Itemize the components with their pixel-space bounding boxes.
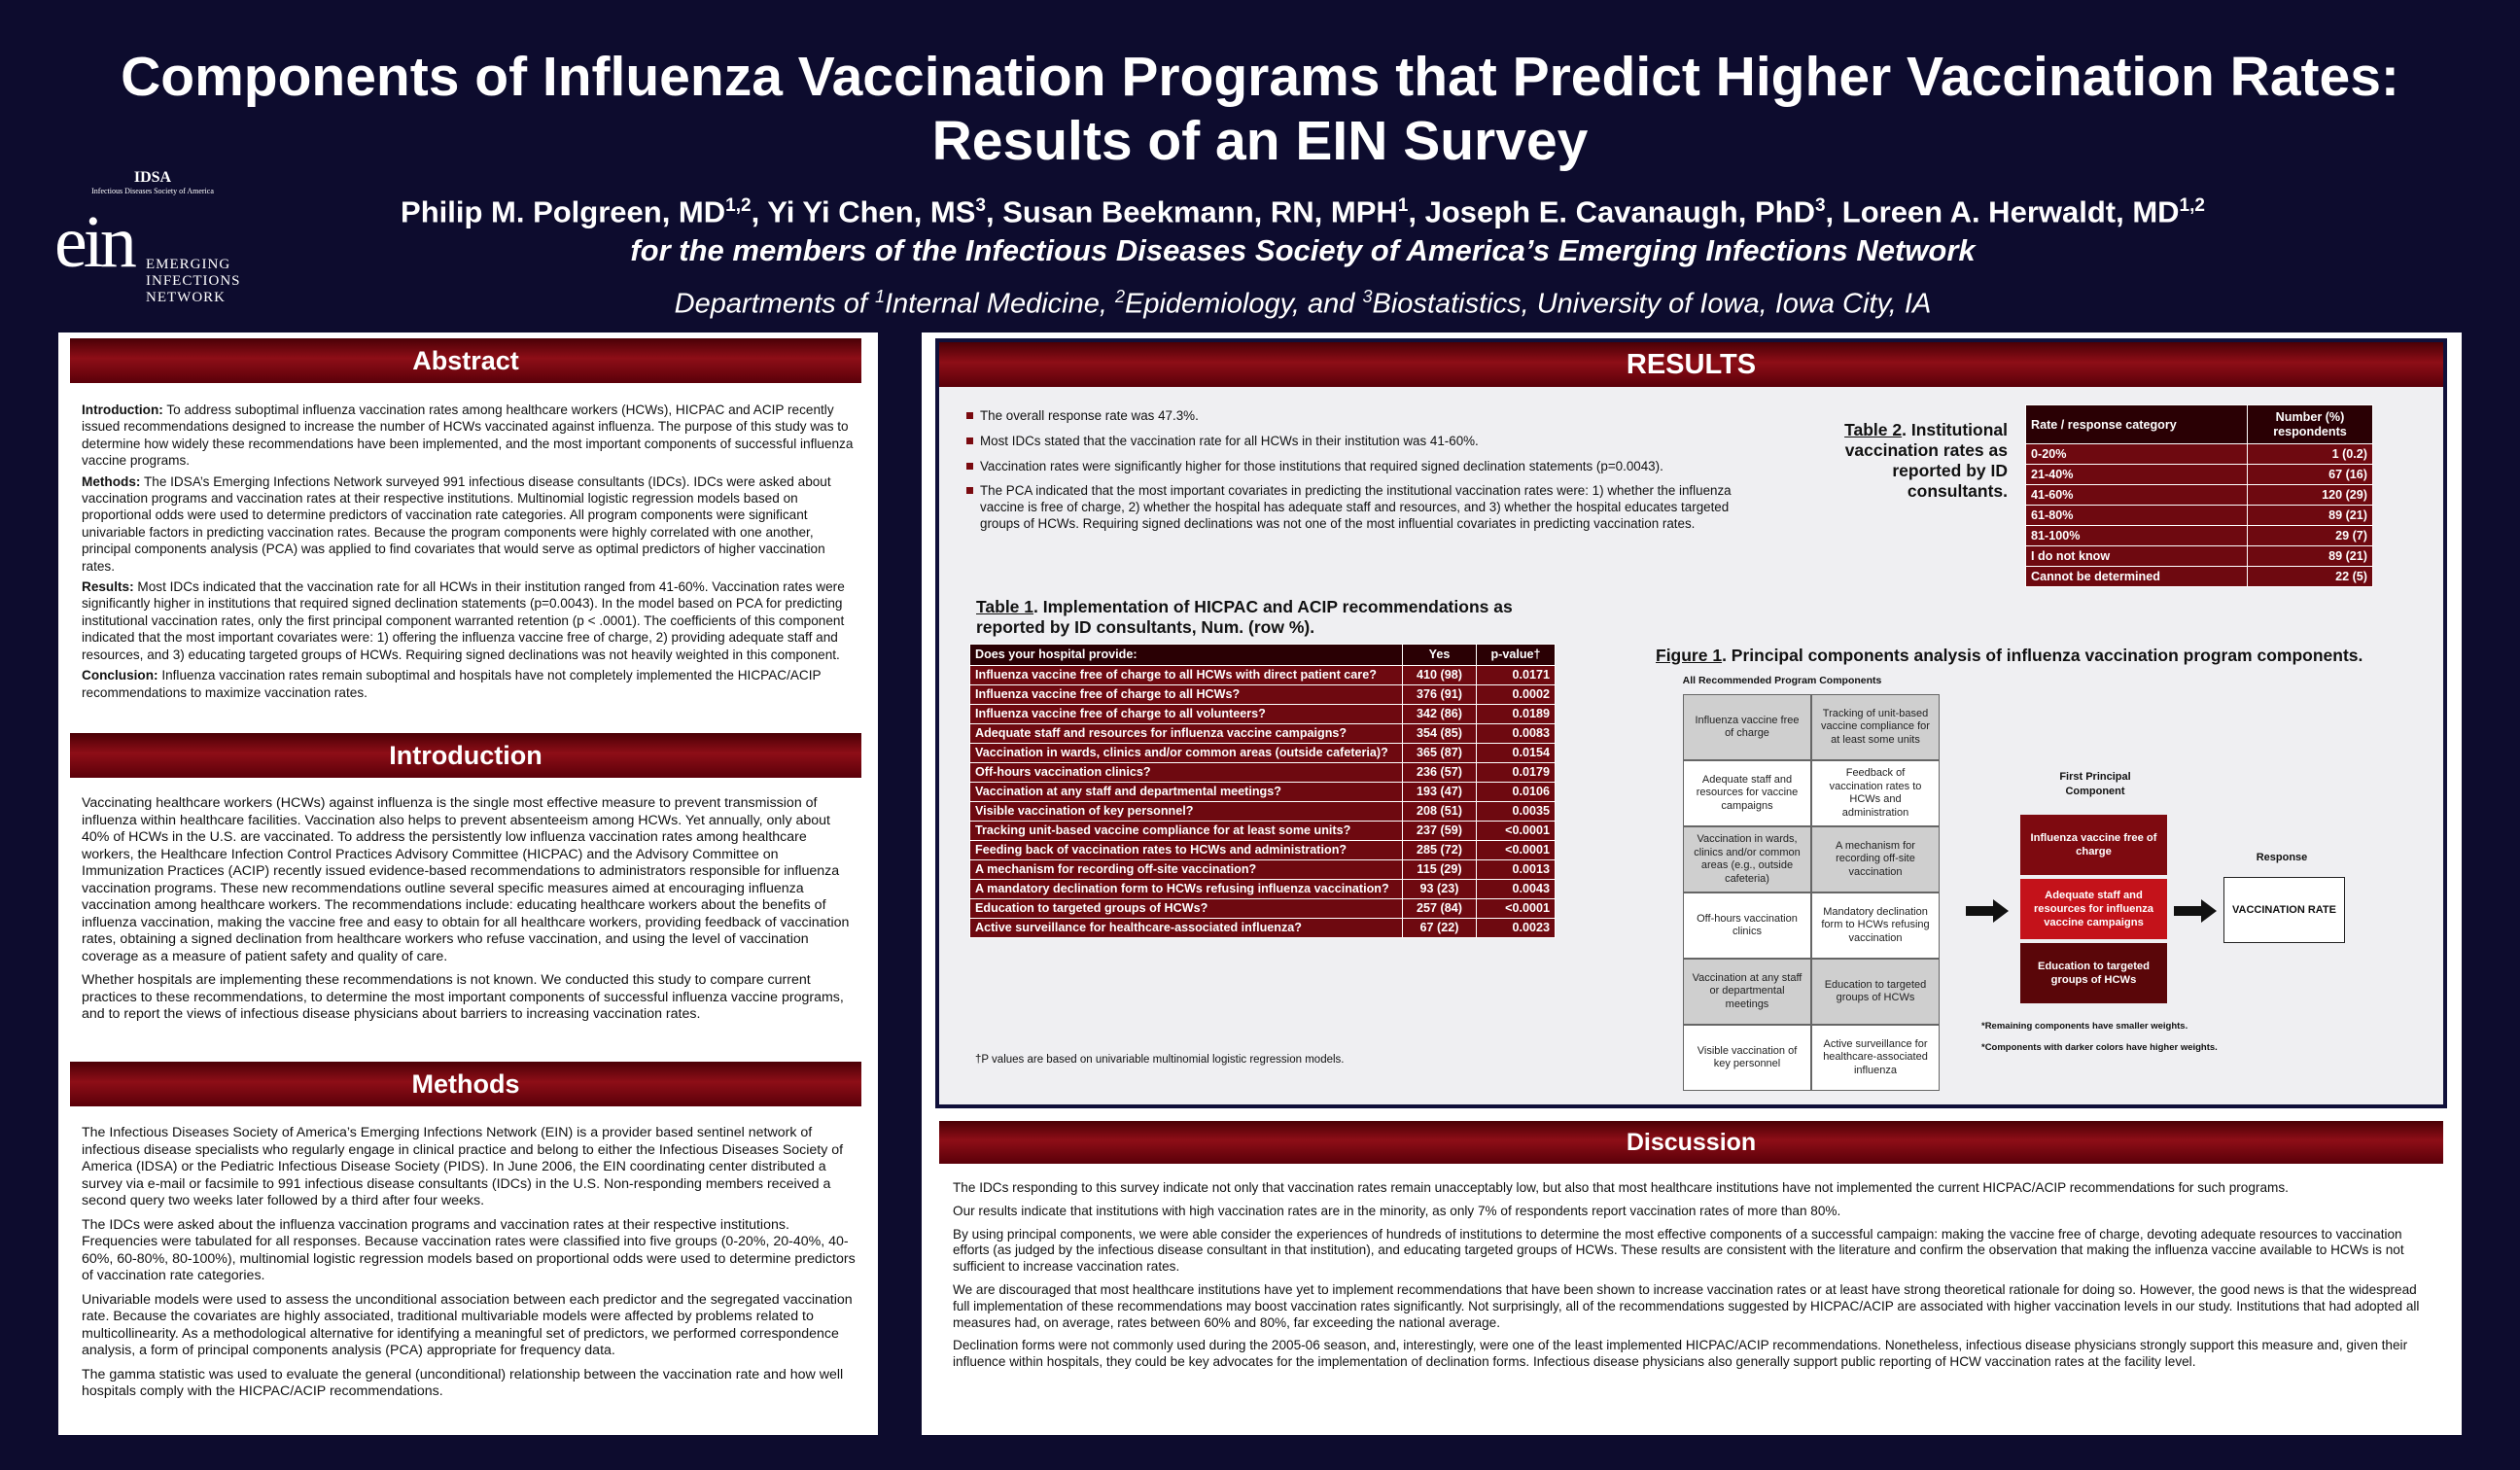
table1-cell: Feeding back of vaccination rates to HCWs and administration? bbox=[970, 841, 1403, 860]
table1-cell: 67 (22) bbox=[1403, 919, 1477, 938]
table1-row bbox=[970, 919, 1556, 938]
table1-row bbox=[970, 841, 1556, 860]
table1-cell: 0.0083 bbox=[1477, 724, 1556, 744]
table1-cell: 0.0189 bbox=[1477, 705, 1556, 724]
figure1-component-cell: Education to targeted groups of HCWs bbox=[1811, 959, 1940, 1025]
table1-header: Yes bbox=[1403, 645, 1477, 666]
table2-caption: Table 2. Institutional vaccination rates as reported by ID consultants. bbox=[1844, 420, 2008, 501]
table2-header: Rate / response category bbox=[2026, 405, 2248, 444]
table2-cell: 81-100% bbox=[2026, 526, 2248, 546]
figure1-component-cell: Influenza vaccine free of charge bbox=[1683, 694, 1811, 760]
results-bullet: Vaccination rates were significantly higher for those institutions that required signed declination statements (p=0.0043). bbox=[966, 459, 1764, 475]
table1-cell: Vaccination at any staff and departmental meetings? bbox=[970, 783, 1403, 802]
poster-title bbox=[0, 45, 2520, 173]
table1-cell: 0.0154 bbox=[1477, 744, 1556, 763]
table1-cell: Influenza vaccine free of charge to all HCWs with direct patient care? bbox=[970, 666, 1403, 685]
table1-cell: 115 (29) bbox=[1403, 860, 1477, 880]
table1-row bbox=[970, 860, 1556, 880]
figure1-component-cell: Off-hours vaccination clinics bbox=[1683, 892, 1811, 959]
idsa-ein-logo bbox=[51, 165, 245, 316]
table2-row bbox=[2026, 567, 2373, 587]
figure1-component-cell: Feedback of vaccination rates to HCWs and administration bbox=[1811, 760, 1940, 826]
table1-cell: 285 (72) bbox=[1403, 841, 1477, 860]
table1-row bbox=[970, 880, 1556, 899]
figure1-component-cell: Adequate staff and resources for vaccine campaigns bbox=[1683, 760, 1811, 826]
table1-header: p-value† bbox=[1477, 645, 1556, 666]
table1 bbox=[969, 644, 1556, 938]
table1-row bbox=[970, 822, 1556, 841]
table1-cell: 237 (59) bbox=[1403, 822, 1477, 841]
table2-row bbox=[2026, 546, 2373, 567]
table2-row bbox=[2026, 526, 2373, 546]
table2-cell: 22 (5) bbox=[2248, 567, 2373, 587]
departments-line: Departments of $^1$Internal Medicine, $^2$Epidemiology, and $^3$Biostatistics, University of Iowa, Iowa City, IA bbox=[674, 287, 1932, 320]
table2-cell: 89 (21) bbox=[2248, 546, 2373, 567]
first-principal-component-heading: First Principal Component bbox=[2059, 771, 2131, 797]
table1-cell: Influenza vaccine free of charge to all HCWs? bbox=[970, 685, 1403, 705]
methods-body: The Infectious Diseases Society of America’s Emerging Infections Network (EIN) is a provider based sentinel network of infectious disease specialists who regularly engage in clinical practice and belong to either the Infectious Diseases Society of America (IDSA) or the Pediatric Infectious Disease Society (PIDS). In June 2006, the EIN coordinating center distributed a survey via e-mail or facsimile to 991 infectious disease consultants (IDCs) in the U.S. Non-responding members received a second query two weeks later followed by a third after four weeks. The IDCs were asked about the influenza vaccination programs and vaccination rates at their respective institutions. Frequencies were tabulated for all responses. Because vaccination rates were classified into five groups (0-20%, 20-40%, 40-60%, 60-80%, 80-100%), multinomial logistic regression models based on proportional odds were used to determine predictors of vaccination rate categories. Univariable models were used to assess the unconditional association between each predictor and the segregated vaccination rate. Because the covariates are highly associated, traditional multivariable models were affected by problems related to multicollinearity. As a methodological alternative for identifying a meaningful set of predictors, we performed correspondence analysis, a form of principal components analysis (PCA) appropriate for frequency data. The gamma statistic was used to evaluate the general (unconditional) relationship between the vaccination rate and how well hospitals comply with the HICPAC/ACIP recommendations. bbox=[82, 1125, 856, 1399]
table1-cell: 208 (51) bbox=[1403, 802, 1477, 822]
table2-row bbox=[2026, 485, 2373, 506]
table2-cell: 29 (7) bbox=[2248, 526, 2373, 546]
introduction-body: Vaccinating healthcare workers (HCWs) against influenza is the single most effective measure to prevent transmission of influenza within healthcare facilities. Vaccination also helps to prevent absenteeism among HCWs. Yet annually, only about 40% of HCWs in the U.S. are vaccinated. To address the persistently low influenza vaccination rates among healthcare workers, the Healthcare Infection Control Practices Advisory Committee (HICPAC) and the Advisory Committee on Immunization Practices (ACIP) recently issued evidence-based recommendations to administrators responsible for influenza vaccination programs. These new recommendations outline several specific measures aimed at encouraging influenza vaccination among healthcare workers. The recommendations include: educating healthcare workers about the benefits of influenza vaccination, making the vaccine free and easy to obtain for all healthcare workers, providing feedback of vaccination rates, obtaining a signed declination from healthcare workers who refuse vaccination, and using the level of vaccination coverage as a measure of patient safety and quality of care. Whether hospitals are implementing these recommendations is not known. We conducted this study to compare current practices to these recommendations, to determine the most important components of successful influenza vaccine programs, and to report the views of infectious disease physicians about barriers to increasing vaccination rates. bbox=[82, 795, 850, 1022]
table2-header-row bbox=[2026, 405, 2373, 444]
table1-caption: Table 1. Implementation of HICPAC and ACIP recommendations as reported by ID consultants, Num. (row %). bbox=[976, 597, 1513, 637]
table1-cell: <0.0001 bbox=[1477, 899, 1556, 919]
ein-logo-mark: ein bbox=[54, 201, 133, 283]
results-bullet: The overall response rate was 47.3%. bbox=[966, 408, 1764, 425]
table1-cell: 193 (47) bbox=[1403, 783, 1477, 802]
abstract-body bbox=[82, 402, 859, 705]
introduction-heading: Introduction bbox=[70, 733, 861, 778]
ein-logo-text: EMERGING INFECTIONS NETWORK bbox=[146, 257, 241, 305]
figure1-component-cell: Mandatory declination form to HCWs refusing vaccination bbox=[1811, 892, 1940, 959]
title-line-2: Results of an EIN Survey bbox=[931, 110, 1589, 172]
table1-cell: 93 (23) bbox=[1403, 880, 1477, 899]
right-arrow-icon bbox=[1966, 899, 2009, 923]
members-line: for the members of the Infectious Diseases Society of America’s Emerging Infections Network bbox=[630, 233, 1976, 267]
table1-cell: 0.0023 bbox=[1477, 919, 1556, 938]
figure1-all-components-heading: All Recommended Program Components bbox=[1682, 675, 1882, 686]
table1-cell: 0.0002 bbox=[1477, 685, 1556, 705]
table1-cell: Influenza vaccine free of charge to all volunteers? bbox=[970, 705, 1403, 724]
table2-cell: 89 (21) bbox=[2248, 506, 2373, 526]
table1-cell: Active surveillance for healthcare-associated influenza? bbox=[970, 919, 1403, 938]
results-heading: RESULTS bbox=[939, 342, 2443, 387]
right-arrow-icon bbox=[2174, 899, 2217, 923]
table2-cell: 120 (29) bbox=[2248, 485, 2373, 506]
figure1-component-cell: A mechanism for recording off-site vaccination bbox=[1811, 826, 1940, 892]
table1-cell: 410 (98) bbox=[1403, 666, 1477, 685]
figure1-component-cell: Vaccination in wards, clinics and/or common areas (e.g., outside cafeteria) bbox=[1683, 826, 1811, 892]
title-line-1: Components of Influenza Vaccination Programs that Predict Higher Vaccination Rates: bbox=[121, 46, 2399, 108]
table1-cell: 376 (91) bbox=[1403, 685, 1477, 705]
table2-cell: 0-20% bbox=[2026, 444, 2248, 465]
table1-cell: 354 (85) bbox=[1403, 724, 1477, 744]
table1-cell: 342 (86) bbox=[1403, 705, 1477, 724]
table1-cell: Education to targeted groups of HCWs? bbox=[970, 899, 1403, 919]
abstract-heading: Abstract bbox=[70, 338, 861, 383]
table1-cell: 0.0171 bbox=[1477, 666, 1556, 685]
table1-cell: 0.0013 bbox=[1477, 860, 1556, 880]
table2-row bbox=[2026, 465, 2373, 485]
table1-cell: A mechanism for recording off-site vaccination? bbox=[970, 860, 1403, 880]
figure1-note: *Components with darker colors have higher weights. bbox=[1981, 1042, 2218, 1053]
table1-row bbox=[970, 899, 1556, 919]
table2-cell: 21-40% bbox=[2026, 465, 2248, 485]
results-bullet: Most IDCs stated that the vaccination rate for all HCWs in their institution was 41-60%. bbox=[966, 434, 1764, 450]
table2-row bbox=[2026, 444, 2373, 465]
table1-cell: 236 (57) bbox=[1403, 763, 1477, 783]
idsa-logo-text: IDSA Infectious Diseases Society of America bbox=[91, 169, 214, 195]
table1-cell: 0.0043 bbox=[1477, 880, 1556, 899]
table1-cell: 0.0179 bbox=[1477, 763, 1556, 783]
figure1-component-cell: Vaccination at any staff or departmental meetings bbox=[1683, 959, 1811, 1025]
response-heading: Response bbox=[2256, 852, 2308, 863]
table2-row bbox=[2026, 506, 2373, 526]
results-bullet: The PCA indicated that the most important covariates in predicting the institutional vaccination rates were: 1) whether the influenza vaccine is free of charge, 2) whether the hospital has adequate staff and resources, and 3) whether the hospital educates targeted groups of HCWs. Requiring signed declinations was not one of the most influential covariates in predicting vaccination rates. bbox=[966, 483, 1764, 532]
figure1-note: *Remaining components have smaller weights. bbox=[1981, 1021, 2188, 1032]
abstract-results: Results: Most IDCs indicated that the vaccination rate for all HCWs in their institution ranged from 41-60%. Vaccination rates were significantly higher in institutions that required signed declination statements (p=0.0043). In the model based on PCA for predicting institutional vaccination rates, only the first principal component warranted retention (p < .0001). The coefficients of this component indicated that the most important covariates were: 1) offering the influenza vaccine free of charge, 2) providing adequate staff and resources, and 3) educating targeted groups of HCWs. Requiring signed declinations was not heavily weighted in this component. bbox=[82, 579, 845, 662]
figure1-component-cell: Active surveillance for healthcare-associated influenza bbox=[1811, 1025, 1940, 1091]
pc-box-education: Education to targeted groups of HCWs bbox=[2020, 943, 2167, 1003]
table1-row bbox=[970, 705, 1556, 724]
table2-cell: 41-60% bbox=[2026, 485, 2248, 506]
pc-box-free-vaccine: Influenza vaccine free of charge bbox=[2020, 815, 2167, 875]
table1-row bbox=[970, 763, 1556, 783]
table1-row bbox=[970, 744, 1556, 763]
table2-cell: I do not know bbox=[2026, 546, 2248, 567]
vaccination-rate-box: VACCINATION RATE bbox=[2223, 877, 2345, 943]
table2-cell: Cannot be determined bbox=[2026, 567, 2248, 587]
table1-cell: Off-hours vaccination clinics? bbox=[970, 763, 1403, 783]
pc-box-staff-resources: Adequate staff and resources for influenza vaccine campaigns bbox=[2020, 879, 2167, 939]
table1-cell: Visible vaccination of key personnel? bbox=[970, 802, 1403, 822]
results-bullets bbox=[966, 408, 1764, 542]
abstract-methods: Methods: The IDSA’s Emerging Infections Network surveyed 991 infectious disease consultants (IDCs). IDCs were asked about vaccination programs and vaccination rates at their respective institutions. Multinomial logistic regression models based on proportional odds were used to determine predictors of vaccination rate categories. All program components were significant univariable factors in predicting vaccination rates. Because the program components were highly correlated with one another, principal components analysis (PCA) was applied to find covariates that would serve as optimal predictors of higher vaccination rates. bbox=[82, 473, 831, 574]
table2-cell: 67 (16) bbox=[2248, 465, 2373, 485]
authors-line: Philip M. Polgreen, MD$^{1,2}$, Yi Yi Chen, $MS^3$, Susan Beekmann, RN, MPH$^1$, Joseph E. Cavanaugh, PhD$^3$, Loreen A. Herwaldt, MD$^{1,2}$ bbox=[401, 194, 2205, 229]
discussion-heading: Discussion bbox=[939, 1121, 2443, 1164]
table1-cell: 365 (87) bbox=[1403, 744, 1477, 763]
table1-cell: Adequate staff and resources for influenza vaccine campaigns? bbox=[970, 724, 1403, 744]
figure1-component-cell: Tracking of unit-based vaccine compliance for at least some units bbox=[1811, 694, 1940, 760]
table2-cell: 1 (0.2) bbox=[2248, 444, 2373, 465]
figure1-component-cell: Visible vaccination of key personnel bbox=[1683, 1025, 1811, 1091]
abstract-intro: Introduction: To address suboptimal influenza vaccination rates among healthcare workers (HCWs), HICPAC and ACIP recently issued recommendations designed to increase the number of HCWs vaccinated against influenza. The purpose of this study was to determine how widely these recommendations have been implemented, and the most important components of successful influenza vaccine programs. bbox=[82, 402, 854, 469]
table1-row bbox=[970, 724, 1556, 744]
table1-cell: 0.0035 bbox=[1477, 802, 1556, 822]
table1-footnote: †P values are based on univariable multinomial logistic regression models. bbox=[975, 1054, 1345, 1066]
abstract-conclusion: Conclusion: Influenza vaccination rates remain suboptimal and hospitals have not completely implemented the HICPAC/ACIP recommendations to maximize vaccination rates. bbox=[82, 668, 822, 700]
table1-cell: A mandatory declination form to HCWs refusing influenza vaccination? bbox=[970, 880, 1403, 899]
table2-header: Number (%) respondents bbox=[2248, 405, 2373, 444]
figure1-caption: Figure 1. Principal components analysis of influenza vaccination program components. bbox=[1656, 646, 2363, 665]
table1-header-row bbox=[970, 645, 1556, 666]
table1-row bbox=[970, 802, 1556, 822]
table1-cell: Vaccination in wards, clinics and/or common areas (outside cafeteria)? bbox=[970, 744, 1403, 763]
table1-header: Does your hospital provide: bbox=[970, 645, 1403, 666]
table1-cell: <0.0001 bbox=[1477, 822, 1556, 841]
table1-row bbox=[970, 783, 1556, 802]
table1-row bbox=[970, 685, 1556, 705]
discussion-body: The IDCs responding to this survey indicate not only that vaccination rates remain unacceptably low, but also that most healthcare institutions have not implemented the current HICPAC/ACIP recommendations for such programs. Our results indicate that institutions with high vaccination rates are in the minority, as only 7% of respondents report vaccination rates of more than 80%. By using principal components, we were able consider the experiences of hundreds of institutions to determine the most effective components of a successful campaign: making the vaccine free of charge, devoting adequate resources to vaccination efforts (as judged by the infectious disease consultant in that institution), and educating targeted groups of HCWs. These results are consistent with the literature and confirm the observation that making the influenza vaccine available to HCWs is not sufficient to increase vaccination rates. We are discouraged that most healthcare institutions have yet to implement recommendations that have been shown to increase vaccination rates or at least have strong theoretical rationale for doing so. However, the good news is that the widespread full implementation of these recommendations may boost vaccination rates significantly. Not surprisingly, all of the recommendations suggested by HICPAC/ACIP are associated with higher vaccination levels in our study. Institutions that had adopted all measures had, on average, rates between 60% and 80%, far exceeding the national average. Declination forms were not commonly used during the 2005-06 season, and, interestingly, were one of the least implemented HICPAC/ACIP recommendations. Nonetheless, infectious disease physicians strongly support this measure and, given their influence within hospitals, they could be key advocates for the implementation of declination forms. Infectious disease physicians also generally support public reporting of HCW vaccination rates at the facility level. bbox=[953, 1180, 2420, 1370]
table2 bbox=[2025, 404, 2373, 587]
table1-cell: 0.0106 bbox=[1477, 783, 1556, 802]
table1-cell: Tracking unit-based vaccine compliance for at least some units? bbox=[970, 822, 1403, 841]
table1-cell: 257 (84) bbox=[1403, 899, 1477, 919]
methods-heading: Methods bbox=[70, 1062, 861, 1106]
table1-cell: <0.0001 bbox=[1477, 841, 1556, 860]
table1-row bbox=[970, 666, 1556, 685]
table2-cell: 61-80% bbox=[2026, 506, 2248, 526]
